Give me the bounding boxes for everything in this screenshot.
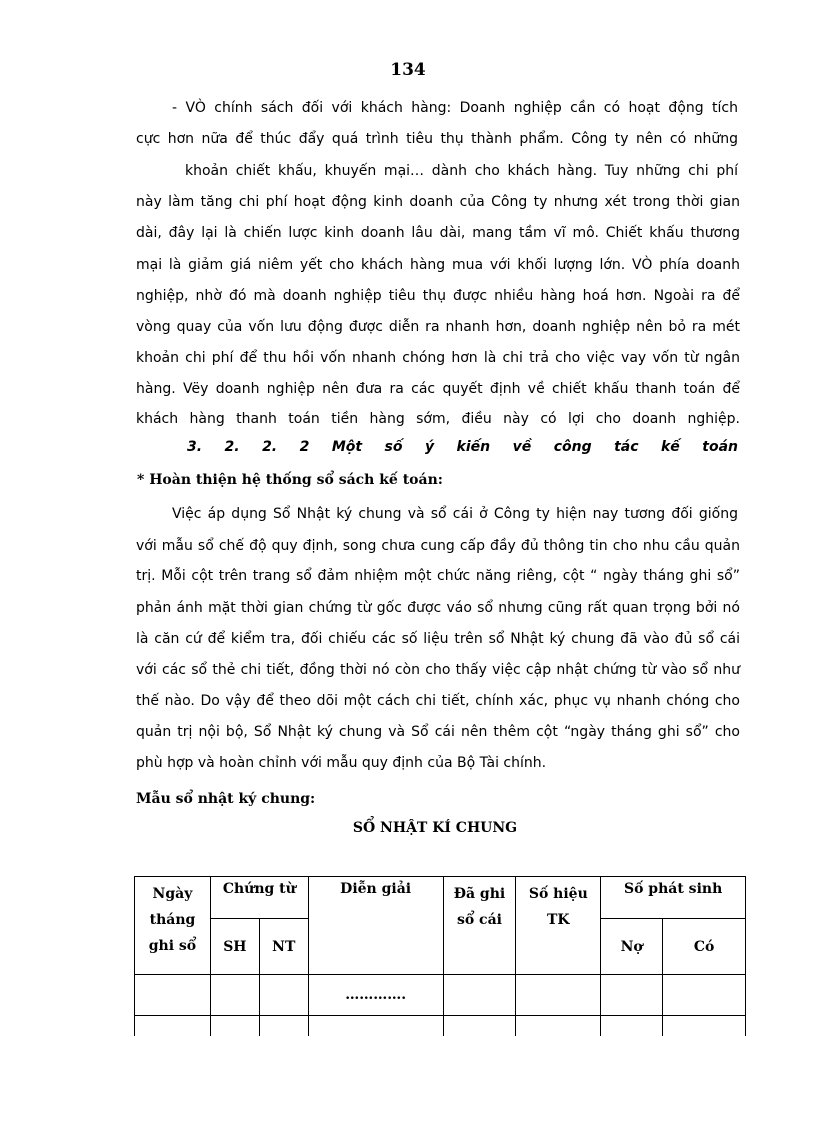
paragraph-line: trị. Mỗi cột trên trang sổ đảm nhiệm một chức năng riêng, cột “ ngày tháng ghi sổ” — [136, 568, 740, 584]
header-description: Diễn giải — [308, 877, 443, 975]
table-cell — [308, 1016, 443, 1037]
table-cell — [663, 975, 746, 1016]
paragraph-line: quản trị nội bộ, Sổ Nhật ký chung và Sổ cái nên thêm cột “ngày tháng ghi sổ” cho — [136, 724, 740, 740]
paragraph-line: khoản chi phí để thu hồi vốn nhanh chóng hơn là chi trả cho việc vay vốn từ ngân — [136, 350, 740, 366]
paragraph-line: vòng quay của vốn lưu động được diễn ra nhanh hơn, doanh nghiệp nên bỏ ra mét — [136, 319, 740, 335]
form-label: Mẫu sổ nhật ký chung: — [136, 791, 316, 807]
paragraph-line: phản ánh mặt thời gian chứng từ gốc được váo sổ nhưng cũng rất quan trọng bởi nó — [136, 600, 740, 616]
ledger-title: SỔ NHẬT KÍ CHUNG — [352, 820, 518, 836]
header-posted-line: sổ cái — [456, 912, 502, 928]
table-cell-placeholder: …………. — [308, 975, 443, 1016]
paragraph-line: là căn cứ để kiểm tra, đối chiếu các số liệu trên sổ Nhật ký chung đã vào đủ sổ cái — [136, 631, 740, 647]
table-row — [135, 1016, 746, 1037]
header-amount: Số phát sinh — [601, 877, 746, 919]
table-header-row — [135, 877, 746, 919]
paragraph-line: phù hợp và hoàn chỉnh với mẫu quy định của Bộ Tài chính. — [136, 755, 547, 771]
paragraph-line: hàng. Vëy doanh nghiệp nên đưa ra các quyết định về chiết khấu thanh toán để — [136, 381, 740, 397]
table-cell — [259, 1016, 308, 1037]
header-account — [516, 877, 601, 975]
paragraph-line: cực hơn nữa để thúc đẩy quá trình tiêu thụ thành phẩm. Công ty nên có những — [136, 131, 738, 147]
table-cell — [259, 975, 308, 1016]
header-voucher: Chứng từ — [210, 877, 308, 919]
page-number: 134 — [390, 60, 426, 80]
paragraph-line: khoản chiết khấu, khuyến mại… dành cho khách hàng. Tuy những chi phí — [185, 163, 738, 179]
table-cell — [443, 975, 516, 1016]
section-heading: 3. 2. 2. 2 Một số ý kiến về công tác kế toán — [187, 439, 738, 455]
header-nt: NT — [259, 919, 308, 975]
paragraph-line: khách hàng thanh toán tiền hàng sớm, điều này có lợi cho doanh nghiệp. — [136, 411, 740, 427]
header-debit: Nợ — [601, 919, 663, 975]
paragraph-line: Việc áp dụng Sổ Nhật ký chung và sổ cái ở Công ty hiện nay tương đối giống — [172, 506, 738, 522]
journal-ledger-table — [134, 876, 746, 1036]
table-cell — [663, 1016, 746, 1037]
header-sh: SH — [210, 919, 259, 975]
header-account-line: Số hiệu — [528, 886, 588, 902]
table-cell — [210, 1016, 259, 1037]
header-date — [135, 877, 211, 975]
table-cell — [135, 1016, 211, 1037]
table-row — [135, 975, 746, 1016]
header-date-line: Ngày — [152, 886, 193, 902]
paragraph-line: nghiệp, nhờ đó mà doanh nghiệp tiêu thụ được nhiều hàng hoá hơn. Ngoài ra để — [136, 288, 740, 304]
paragraph-line: này làm tăng chi phí hoạt động kinh doanh của Công ty nhưng xét trong thời gian — [136, 194, 740, 210]
paragraph-line: thế nào. Do vậy để theo dõi một cách chi tiết, chính xác, phục vụ nhanh chóng cho — [136, 693, 740, 709]
paragraph-line: mại là giảm giá niêm yết cho khách hàng mua với khối lượng lớn. VÒ phía doanh — [136, 257, 740, 273]
table-cell — [601, 1016, 663, 1037]
table-cell — [516, 1016, 601, 1037]
paragraph-line: với các sổ thẻ chi tiết, đồng thời nó còn cho thấy việc cập nhật chứng từ vào sổ như — [136, 662, 740, 678]
header-credit: Có — [663, 919, 746, 975]
table-cell — [443, 1016, 516, 1037]
table-cell — [210, 975, 259, 1016]
header-account-line: TK — [547, 912, 570, 928]
subheading: * Hoàn thiện hệ thống sổ sách kế toán: — [137, 472, 443, 488]
table-cell — [601, 975, 663, 1016]
paragraph-line: dài, đây lại là chiến lược kinh doanh lâu dài, mang tầm vĩ mô. Chiết khấu thương — [136, 225, 740, 241]
paragraph-line: với mẫu sổ chế độ quy định, song chưa cung cấp đầy đủ thông tin cho nhu cầu quản — [136, 538, 740, 554]
table-cell — [135, 975, 211, 1016]
header-date-line: ghi sổ — [148, 938, 197, 954]
table-cell — [516, 975, 601, 1016]
header-posted — [443, 877, 516, 975]
header-date-line: tháng — [149, 912, 196, 928]
header-posted-line: Đã ghi — [453, 886, 506, 902]
paragraph-line: - VÒ chính sách đối với khách hàng: Doanh nghiệp cần có hoạt động tích — [172, 100, 738, 116]
